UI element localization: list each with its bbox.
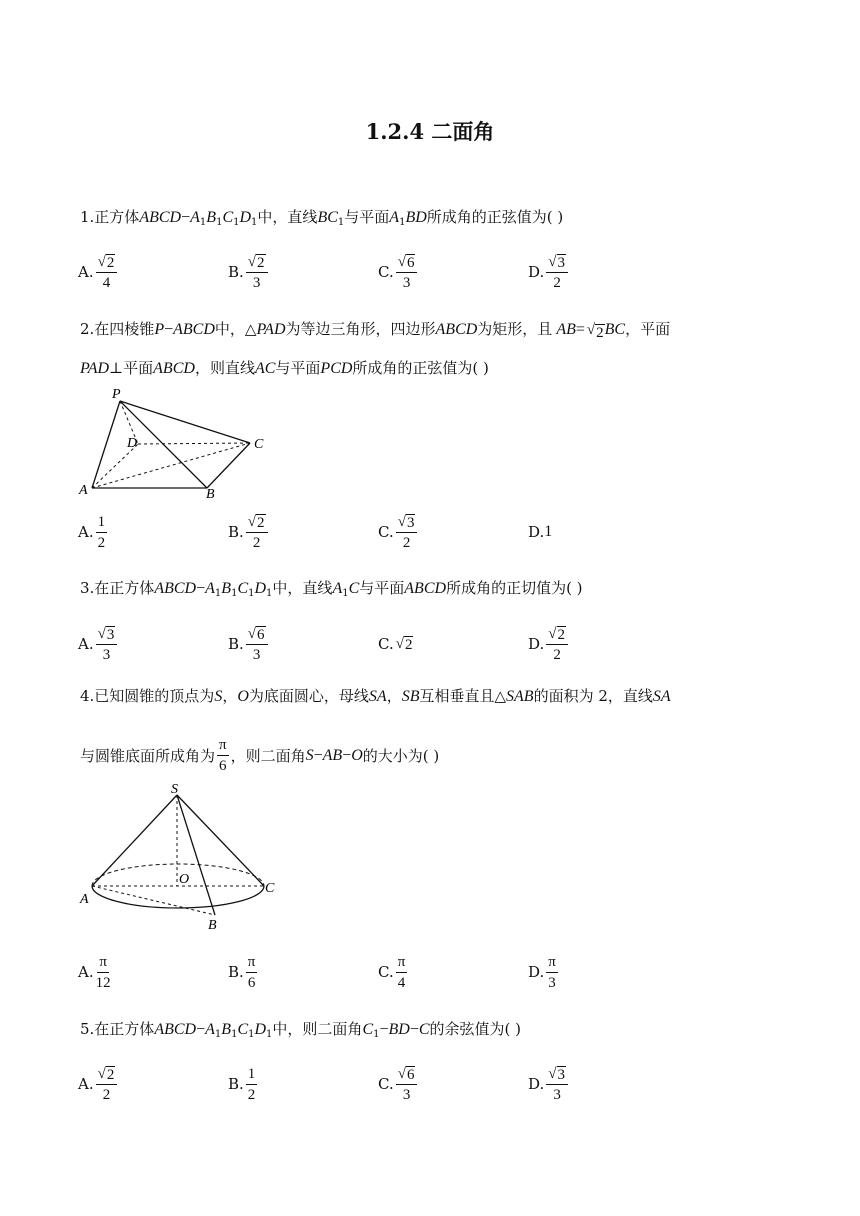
label-b: B (206, 487, 215, 502)
q3-option-d: D. √ 2 2 (528, 622, 568, 666)
q4-option-d: D. $\frac{\pi}{3}$ (528, 953, 556, 991)
q2-option-a: A. $\frac{1}{2}$ (78, 513, 106, 551)
question-4-stem-line1: 4.已知圆锥的顶点为S，O为底面圆心，母线SA，SB互相垂直且△SAB的面积为 2，直线SA (80, 687, 671, 705)
edge-pc (120, 401, 250, 443)
page-title: 1.2.4 二面角 (365, 119, 495, 144)
q2-option-d: D. 1 (528, 523, 553, 541)
q4-option-c: C. $\frac{\pi}{4}$ (378, 953, 406, 991)
question-2-stem-line2: PAD⊥平面ABCD，则直线AC与平面PCD所成角的正弦值为( ) (80, 359, 489, 377)
label-d: D (127, 436, 138, 451)
edge-ab (92, 886, 215, 915)
label-o: O (179, 872, 190, 887)
pyramid-figure (76, 384, 276, 502)
q5-option-c: C. √ 6 3 (378, 1062, 417, 1106)
edge-sa (92, 795, 177, 886)
q2-option-c: C. √ 3 2 (378, 510, 417, 554)
label-p: P (112, 387, 121, 402)
question-2-stem-line1: 2.在四棱锥P−ABCD中，△PAD为等边三角形，四边形ABCD为矩形，且 AB= √ 2 BC，平面 (80, 320, 671, 341)
q5-option-a: A. √ 2 2 (78, 1062, 117, 1106)
edge-sc (177, 795, 264, 886)
q2-option-b: B. √ 2 2 (228, 510, 268, 554)
edge-dc (138, 443, 250, 444)
question-1-stem: 1.正方体$ABCD-A_1B_1C_1D_1$中，直线$BC_1$与平面$A_1BD$所成角的正弦值为( ) (80, 208, 564, 228)
q1-option-b: B. √ 2 3 (228, 250, 268, 294)
edge-bc (207, 443, 250, 488)
label-c: C (254, 437, 264, 452)
label-s: S (171, 782, 178, 797)
label-a: A (79, 483, 88, 498)
q3-option-b: B. √ 6 3 (228, 622, 268, 666)
cone-base-back (92, 864, 264, 886)
cone-figure (76, 782, 286, 934)
edge-sb (177, 795, 215, 915)
q5-option-b: B. $\frac{1}{2}$ (228, 1065, 256, 1103)
label-b: B (208, 918, 217, 933)
q3-option-c: C. √ 2 (378, 635, 413, 653)
q4-option-b: B. $\frac{\pi}{6}$ (228, 953, 256, 991)
question-4-stem-line2: 与圆锥底面所成角为 $\frac{\pi}{6}$ ，则二面角 S − AB − O 的大小为( ) (80, 737, 440, 774)
q1-option-c: C. √ 6 3 (378, 250, 417, 294)
q4-option-a: A. $\frac{\pi}{12}$ (78, 953, 111, 991)
label-a: A (80, 892, 89, 907)
q5-option-d: D. √ 3 3 (528, 1062, 568, 1106)
q1-option-a: A. √ 2 4 (78, 250, 117, 294)
q1-option-d: D. √ 3 2 (528, 250, 568, 294)
question-3-stem: 3.在正方体$ABCD-A_1B_1C_1D_1$中，直线$A_1C$与平面ABCD所成角的正切值为( ) (80, 579, 583, 599)
question-5-stem: 5.在正方体$ABCD-A_1B_1C_1D_1$中，则二面角$C_1-BD-C$的余弦值为( ) (80, 1020, 522, 1040)
label-c: C (265, 881, 275, 896)
cone-base-front (92, 886, 264, 908)
q3-option-a: A. √ 3 3 (78, 622, 117, 666)
